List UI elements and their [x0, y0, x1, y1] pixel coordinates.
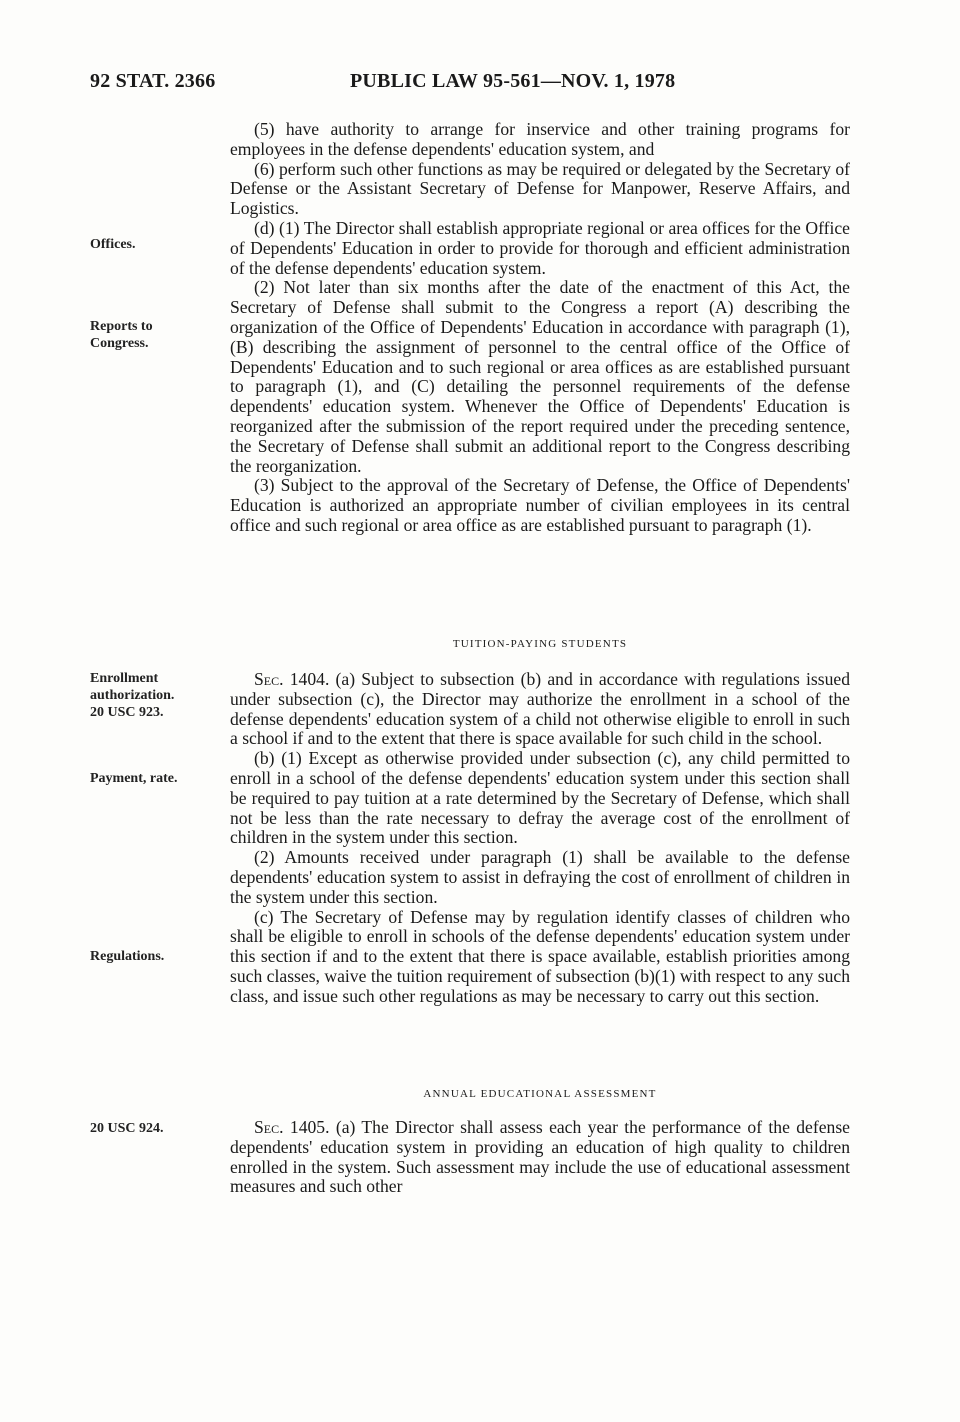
- section-1404-a: [230, 670, 850, 749]
- body-block-sec-1404: [230, 670, 850, 1007]
- body-block-director-duties: [230, 120, 850, 536]
- paragraph-b1: (b) (1) Except as otherwise provided under subsection (c), any child permitted to enroll in a school of the defense dependents' education system under this section shall be required to pay tuition at a rate determined by the Secretary of Defense, which shall not be less than the rate necessary to defray the average cost of the enrollment of children in the system under this section.: [230, 748, 850, 848]
- body-block-sec-1405: [230, 1118, 850, 1197]
- section-1405-text: 1405. (a) The Director shall assess each year the performance of the defense dependents' education system in providing an education of high quality to children enrolled in the system. Such assessment may include the use of educational assessment measures and such other: [230, 1117, 850, 1197]
- paragraph-b2: (2) Amounts received under paragraph (1) shall be available to the defense dependents' education system to assist in defraying the cost of enrollment of children in the system under this section.: [230, 847, 850, 907]
- paragraph-c: (c) The Secretary of Defense may by regulation identify classes of children who shall be eligible to enroll in schools of the defense dependents' education system under this section if and to the extent that there is space available, establish priorities among such classes, waive the tuition requirement of subsection (b)(1) with respect to any such class, and issue such other regulations as may be necessary to carry out this section.: [230, 906, 850, 1006]
- margin-note-enrollment: Enrollment authorization. 20 USC 923.: [90, 671, 175, 720]
- section-label: Sec.: [254, 1117, 284, 1137]
- section-1404-text: 1404. (a) Subject to subsection (b) and in accordance with regulations issued under subsection (c), the Director may authorize the enrollment in a school of the defense dependents' education system of a child not otherwise eligible to enroll in such a school if and to the extent that there is space available for such child in the school.: [230, 669, 851, 749]
- margin-note-offices: Offices.: [90, 237, 136, 252]
- paragraph-d2: (2) Not later than six months after the date of the enactment of this Act, the Secretary of Defense shall submit to the Congress a report (A) describing the organization of the Office of Dependents' Education in accordance with paragraph (1), (B) describing the assignment of personnel to the central office of the Office of Dependents' Education and to such regional or area offices as are established pursuant to paragraph (1), and (C) detailing the personnel requirements of the defense dependents' education system. Whenever the Office of Dependents' Education is reorganized after the submission of the report required under the preceding sentence, the Secretary of Defense shall submit an additional report to the Congress describing the reorganization.: [230, 277, 850, 476]
- section-heading-tuition: TUITION-PAYING STUDENTS: [452, 638, 628, 650]
- page-reference: 92 STAT. 2366: [90, 70, 216, 92]
- section-1405-a: [230, 1118, 850, 1197]
- margin-note-regulations: Regulations.: [90, 949, 165, 964]
- margin-note-reports: Reports to Congress.: [90, 319, 153, 351]
- section-heading-assessment: ANNUAL EDUCATIONAL ASSESSMENT: [423, 1088, 657, 1100]
- paragraph-d3: (3) Subject to the approval of the Secretary of Defense, the Office of Dependents' Education is authorized an appropriate number of civilian employees in its central office and such regional or area office as are established pursuant to paragraph (1).: [230, 475, 850, 535]
- margin-note-payment: Payment, rate.: [90, 771, 178, 786]
- paragraph-5: (5) have authority to arrange for inservice and other training programs for employees in the defense dependents' education system, and: [230, 119, 850, 159]
- page-title: PUBLIC LAW 95-561—NOV. 1, 1978: [350, 70, 676, 92]
- section-label: Sec.: [254, 669, 284, 689]
- margin-note-usc-924: 20 USC 924.: [90, 1121, 164, 1136]
- paragraph-6: (6) perform such other functions as may be required or delegated by the Secretary of Defense or the Assistant Secretary of Defense for Manpower, Reserve Affairs, and Logistics.: [230, 158, 850, 219]
- paragraph-d1: (d) (1) The Director shall establish appropriate regional or area offices for the Office of Dependents' Education in order to provide for thorough and efficient administration of the defense dependents' education system.: [230, 217, 850, 278]
